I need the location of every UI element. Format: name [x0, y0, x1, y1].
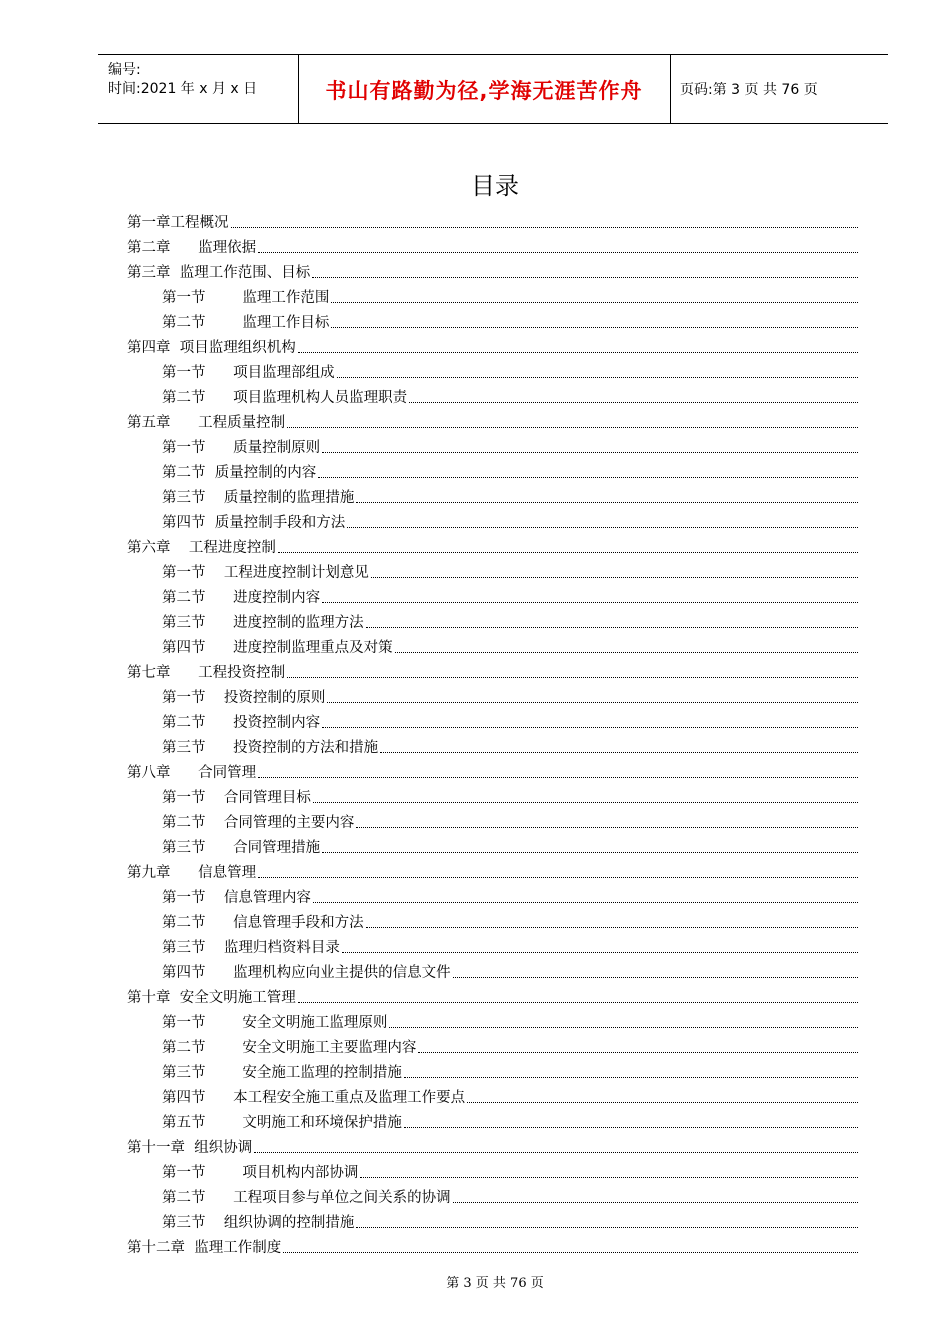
toc-section-entry[interactable] [127, 732, 858, 757]
toc-section-entry[interactable] [127, 1057, 858, 1082]
toc-entry-text: 第十章 安全文明施工管理 [127, 990, 296, 1006]
toc-entry-text: 第三节 安全施工监理的控制措施 [162, 1065, 402, 1081]
toc-entry-text: 第二节 投资控制内容 [162, 715, 321, 731]
toc-chapter-entry[interactable] [127, 857, 858, 882]
toc-leader-dots [322, 602, 858, 603]
page-number-label: 页码:第 3 页 共 76 页 [680, 82, 818, 98]
toc-chapter-entry[interactable] [127, 1232, 858, 1257]
toc-entry-text: 第一节 项目机构内部协调 [162, 1165, 359, 1181]
toc-entry-text: 第十二章 监理工作制度 [127, 1240, 282, 1256]
toc-entry-text: 第三节 投资控制的方法和措施 [162, 740, 379, 756]
toc-entry-text: 第二章 监理依据 [127, 240, 257, 256]
toc-leader-dots [287, 677, 858, 678]
toc-section-entry[interactable] [127, 632, 858, 657]
toc-section-entry[interactable] [127, 832, 858, 857]
toc-entry-text: 第一节 监理工作范围 [162, 290, 330, 306]
toc-leader-dots [287, 427, 858, 428]
toc-leader-dots [404, 1077, 858, 1078]
toc-section-entry[interactable] [127, 907, 858, 932]
toc-entry-text: 第十一章 组织协调 [127, 1140, 253, 1156]
header-motto-cell [298, 55, 671, 123]
toc-leader-dots [331, 302, 858, 303]
toc-leader-dots [298, 352, 858, 353]
toc-leader-dots [322, 727, 858, 728]
toc-section-entry[interactable] [127, 557, 858, 582]
header-page-cell [670, 55, 888, 123]
toc-leader-dots [254, 1152, 858, 1153]
toc-entry-text: 第八章 合同管理 [127, 765, 257, 781]
toc-leader-dots [318, 477, 858, 478]
toc-leader-dots [278, 552, 858, 553]
toc-entry-text: 第三节 监理归档资料目录 [162, 940, 340, 956]
toc-chapter-entry[interactable] [127, 1132, 858, 1157]
toc-entry-text: 第四节 本工程安全施工重点及监理工作要点 [162, 1090, 466, 1106]
toc-section-entry[interactable] [127, 882, 858, 907]
toc-section-entry[interactable] [127, 382, 858, 407]
toc-section-entry[interactable] [127, 707, 858, 732]
toc-leader-dots [356, 502, 858, 503]
toc-leader-dots [453, 977, 858, 978]
toc-entry-text: 第六章 工程进度控制 [127, 540, 276, 556]
toc-chapter-entry[interactable] [127, 207, 858, 232]
toc-entry-text: 第七章 工程投资控制 [127, 665, 286, 681]
toc-leader-dots [395, 652, 858, 653]
toc-entry-text: 第四章 项目监理组织机构 [127, 340, 296, 356]
toc-entry-text: 第一节 投资控制的原则 [162, 690, 326, 706]
toc-section-entry[interactable] [127, 1157, 858, 1182]
toc-entry-text: 第四节 监理机构应向业主提供的信息文件 [162, 965, 451, 981]
header-meta-cell [98, 55, 299, 123]
toc-section-entry[interactable] [127, 282, 858, 307]
toc-section-entry[interactable] [127, 1032, 858, 1057]
motto-text: 书山有路勤为径,学海无涯苦作舟 [325, 79, 643, 103]
toc-leader-dots [409, 402, 858, 403]
toc-leader-dots [404, 1127, 858, 1128]
toc-section-entry[interactable] [127, 307, 858, 332]
toc-entry-text: 第二节 安全文明施工主要监理内容 [162, 1040, 417, 1056]
toc-leader-dots [231, 227, 859, 228]
toc-section-entry[interactable] [127, 457, 858, 482]
toc-leader-dots [313, 902, 858, 903]
toc-entry-text: 第五章 工程质量控制 [127, 415, 286, 431]
toc-entry-text: 第一节 合同管理目标 [162, 790, 311, 806]
page-header [98, 54, 888, 124]
toc-section-entry[interactable] [127, 957, 858, 982]
toc-leader-dots [467, 1102, 858, 1103]
toc-section-entry[interactable] [127, 482, 858, 507]
toc-leader-dots [283, 1252, 858, 1253]
toc-section-entry[interactable] [127, 507, 858, 532]
toc-leader-dots [327, 702, 858, 703]
toc-leader-dots [258, 777, 858, 778]
toc-entry-text: 第二节 工程项目参与单位之间关系的协调 [162, 1190, 451, 1206]
toc-entry-text: 第一节 质量控制原则 [162, 440, 321, 456]
toc-entry-text: 第一章工程概况 [127, 215, 229, 231]
toc-leader-dots [312, 277, 858, 278]
toc-section-entry[interactable] [127, 1007, 858, 1032]
toc-leader-dots [371, 577, 858, 578]
toc-entry-text: 第三节 进度控制的监理方法 [162, 615, 364, 631]
toc-section-entry[interactable] [127, 607, 858, 632]
toc-entry-text: 第九章 信息管理 [127, 865, 257, 881]
toc-chapter-entry[interactable] [127, 407, 858, 432]
toc-section-entry[interactable] [127, 432, 858, 457]
toc-section-entry[interactable] [127, 1207, 858, 1232]
toc-leader-dots [366, 927, 858, 928]
toc-section-entry[interactable] [127, 807, 858, 832]
toc-section-entry[interactable] [127, 357, 858, 382]
toc-section-entry[interactable] [127, 1107, 858, 1132]
toc-leader-dots [347, 527, 858, 528]
toc-entry-text: 第二节 信息管理手段和方法 [162, 915, 364, 931]
time-label: 时间:2021 年 x 月 x 日 [108, 81, 258, 97]
toc-section-entry[interactable] [127, 782, 858, 807]
toc-chapter-entry[interactable] [127, 232, 858, 257]
toc-leader-dots [360, 1177, 858, 1178]
toc-leader-dots [418, 1052, 858, 1053]
toc-entry-text: 第二节 合同管理的主要内容 [162, 815, 355, 831]
toc-entry-text: 第一节 信息管理内容 [162, 890, 311, 906]
toc-section-entry[interactable] [127, 1182, 858, 1207]
toc-entry-text: 第二节 项目监理机构人员监理职责 [162, 390, 408, 406]
toc-entry-text: 第二节 进度控制内容 [162, 590, 321, 606]
toc-leader-dots [342, 952, 858, 953]
toc-entry-text: 第三节 组织协调的控制措施 [162, 1215, 355, 1231]
toc-leader-dots [322, 452, 858, 453]
toc-leader-dots [298, 1002, 858, 1003]
toc-leader-dots [356, 1227, 858, 1228]
toc-leader-dots [366, 627, 858, 628]
toc-entry-text: 第三节 质量控制的监理措施 [162, 490, 355, 506]
toc-entry-text: 第二节 监理工作目标 [162, 315, 330, 331]
toc-entry-text: 第四节 进度控制监理重点及对策 [162, 640, 393, 656]
toc-chapter-entry[interactable] [127, 532, 858, 557]
toc-entry-text: 第五节 文明施工和环境保护措施 [162, 1115, 402, 1131]
toc-leader-dots [258, 252, 858, 253]
toc-chapter-entry[interactable] [127, 657, 858, 682]
toc-chapter-entry[interactable] [127, 332, 858, 357]
toc-leader-dots [356, 827, 858, 828]
table-of-contents [127, 207, 858, 1257]
toc-section-entry[interactable] [127, 682, 858, 707]
toc-title: 目录 [471, 172, 519, 200]
toc-chapter-entry[interactable] [127, 982, 858, 1007]
toc-entry-text: 第一节 工程进度控制计划意见 [162, 565, 369, 581]
toc-entry-text: 第二节 质量控制的内容 [162, 465, 317, 481]
toc-entry-text: 第三章 监理工作范围、目标 [127, 265, 311, 281]
toc-leader-dots [453, 1202, 858, 1203]
toc-leader-dots [380, 752, 858, 753]
toc-entry-text: 第一节 项目监理部组成 [162, 365, 335, 381]
toc-entry-text: 第四节 质量控制手段和方法 [162, 515, 346, 531]
toc-chapter-entry[interactable] [127, 257, 858, 282]
toc-section-entry[interactable] [127, 932, 858, 957]
code-label: 编号: [108, 62, 141, 78]
toc-leader-dots [322, 852, 858, 853]
toc-section-entry[interactable] [127, 1082, 858, 1107]
toc-section-entry[interactable] [127, 582, 858, 607]
toc-leader-dots [337, 377, 858, 378]
toc-leader-dots [389, 1027, 858, 1028]
toc-leader-dots [331, 327, 858, 328]
page-footer: 第 3 页 共 76 页 [446, 1276, 544, 1291]
toc-leader-dots [313, 802, 858, 803]
toc-entry-text: 第一节 安全文明施工监理原则 [162, 1015, 388, 1031]
toc-leader-dots [258, 877, 858, 878]
toc-entry-text: 第三节 合同管理措施 [162, 840, 321, 856]
toc-chapter-entry[interactable] [127, 757, 858, 782]
